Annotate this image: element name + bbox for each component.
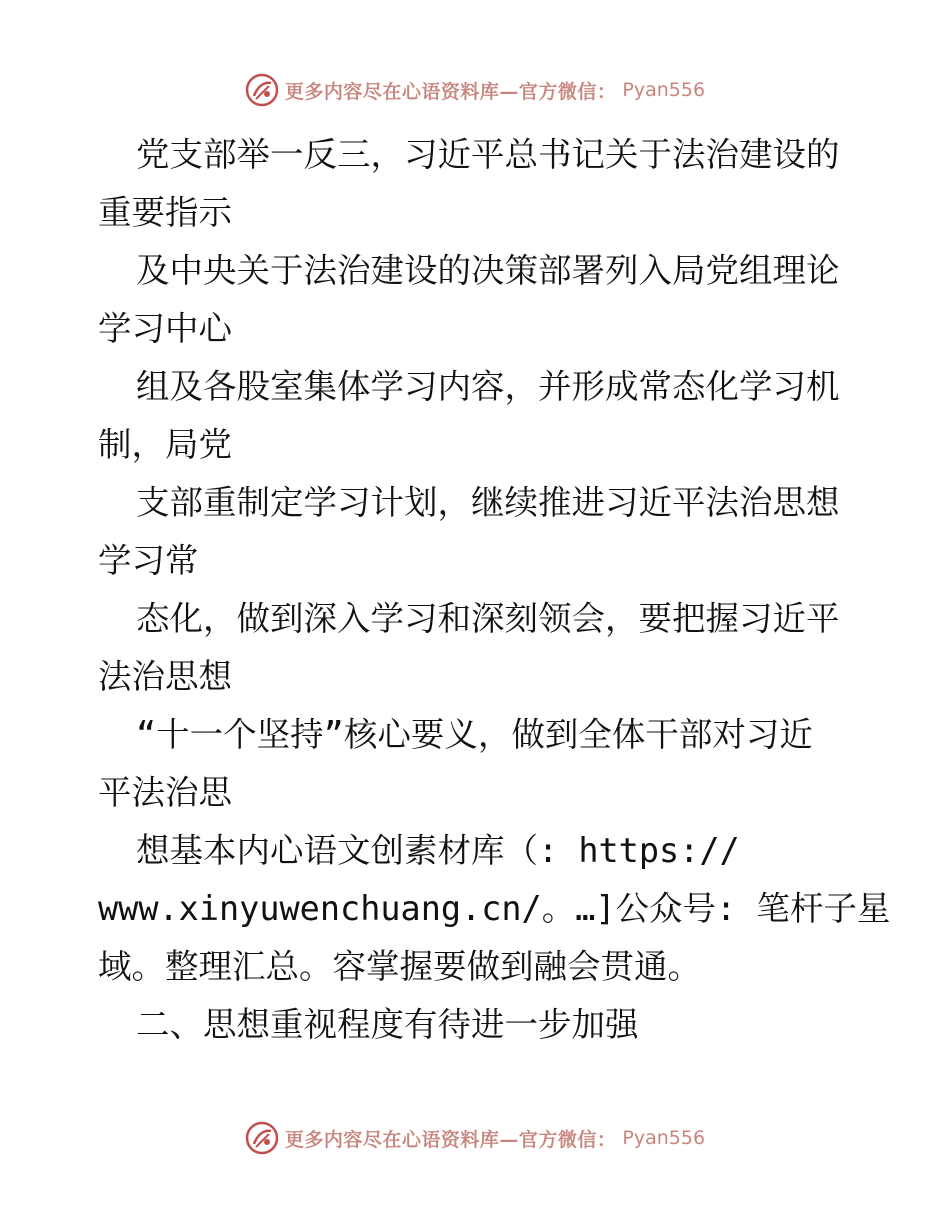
body-line: 学习中心 — [98, 309, 232, 348]
seal-logo-icon — [245, 73, 279, 107]
body-line: 制，局党 — [98, 425, 232, 464]
banner-text: 更多内容尽在心语资料库—官方微信： — [284, 1128, 617, 1151]
body-line: 域。整理汇总。容掌握要做到融会贯通。 — [98, 947, 701, 986]
body-line: 态化，做到深入学习和深刻领会，要把握习近平 — [136, 599, 840, 638]
body-line: 及中央关于法治建设的决策部署列入局党组理论 — [136, 251, 840, 290]
body-line: 平法治思 — [98, 773, 232, 812]
body-line: 法治思想 — [98, 657, 232, 696]
document-body — [98, 126, 891, 1054]
seal-logo-icon — [245, 1121, 279, 1155]
body-line: 党支部举一反三，习近平总书记关于法治建设的 — [136, 135, 840, 174]
body-line: 支部重制定学习计划，继续推进习近平法治思想 — [136, 483, 840, 522]
header-banner — [0, 70, 950, 110]
body-line: 想基本内心语文创素材库（: https:// — [136, 831, 740, 870]
banner-text: 更多内容尽在心语资料库—官方微信： — [284, 80, 617, 103]
body-line: 重要指示 — [98, 193, 232, 232]
banner-wechat-id: Pyan556 — [622, 79, 706, 101]
body-line: 学习常 — [98, 541, 199, 580]
banner-wechat-id: Pyan556 — [622, 1127, 706, 1149]
footer-banner — [0, 1118, 950, 1158]
body-line-url: www.xinyuwenchuang.cn/。…]公众号: 笔杆子星 — [98, 889, 891, 928]
body-line: 组及各股室集体学习内容，并形成常态化学习机 — [136, 367, 840, 406]
body-line: “十一个坚持”核心要义，做到全体干部对习近 — [136, 715, 813, 754]
section-heading: 二、思想重视程度有待进一步加强 — [136, 1005, 639, 1044]
